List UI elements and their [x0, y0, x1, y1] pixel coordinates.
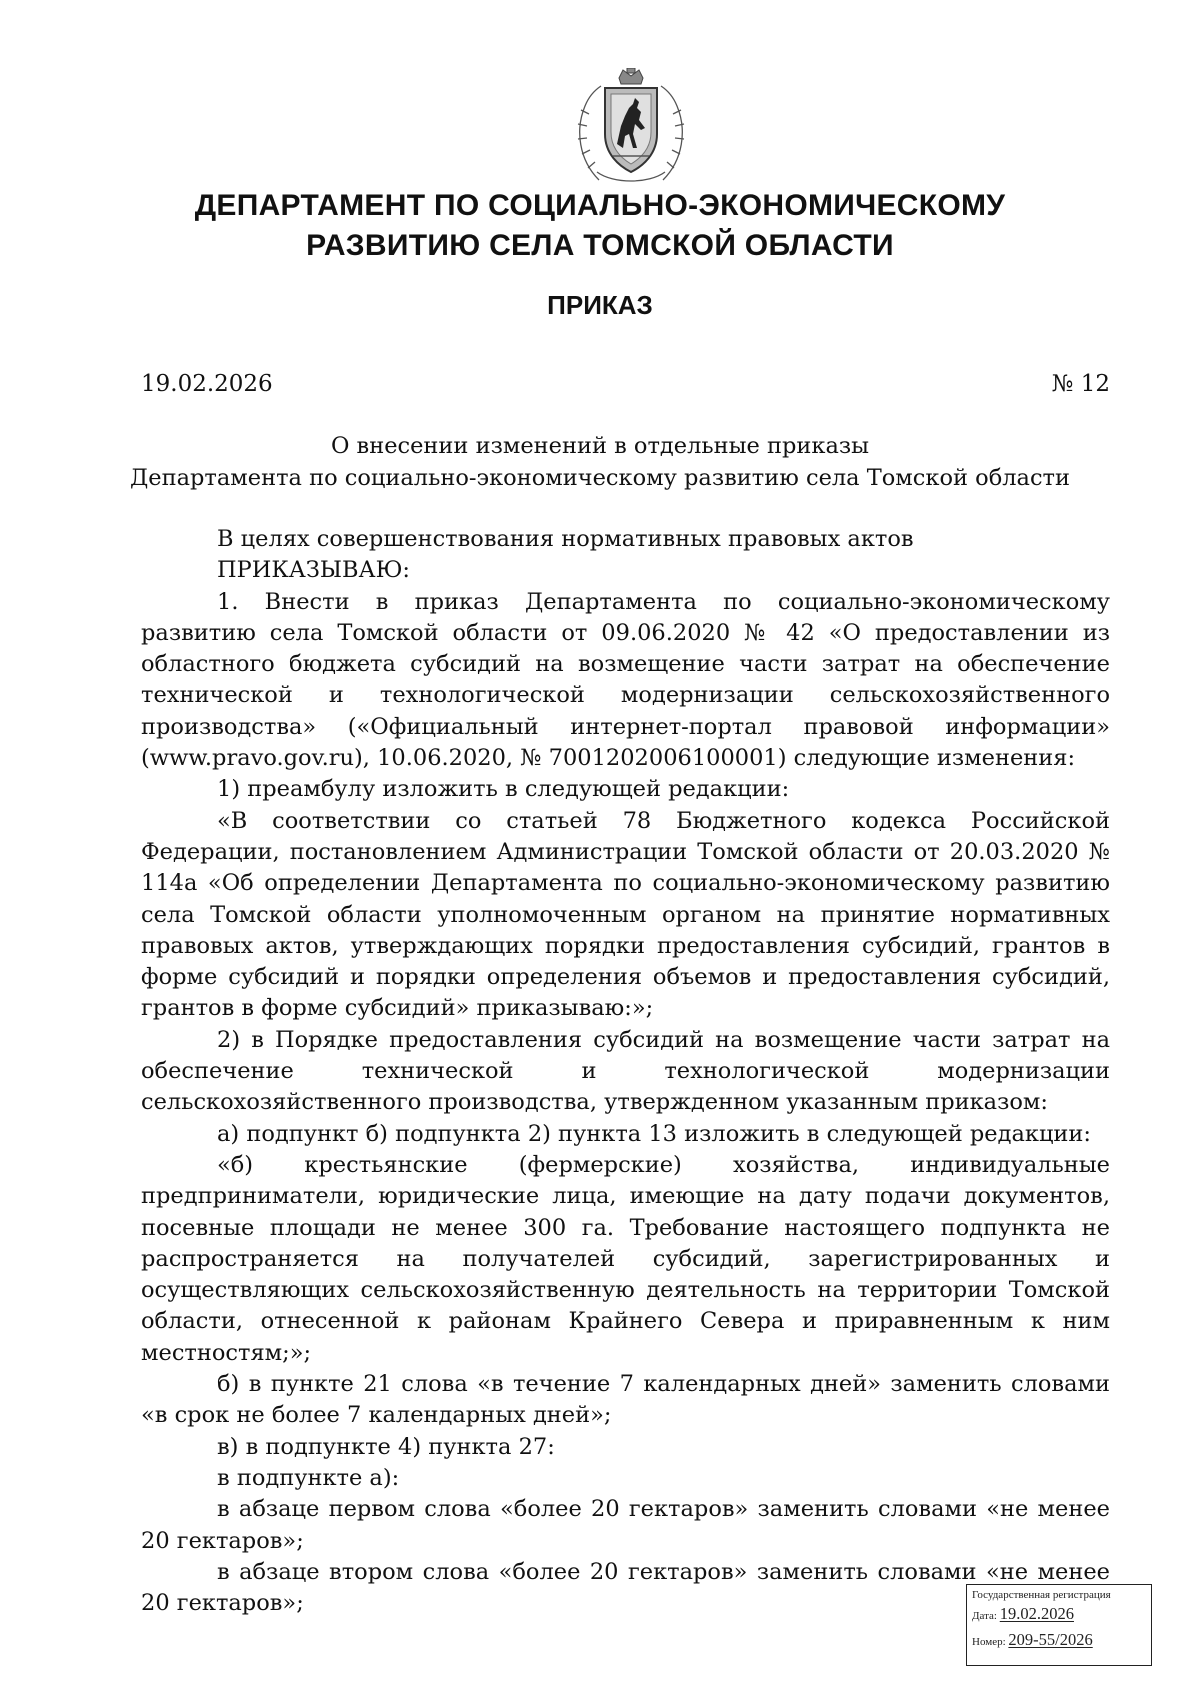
registration-date-label: Дата:	[972, 1610, 997, 1622]
order-date: 19.02.2026	[141, 371, 273, 397]
registration-date-row	[972, 1602, 1146, 1628]
order-title	[100, 430, 1100, 494]
body-paragraph: б) в пункте 21 слова «в течение 7 календарных дней» заменить словами «в срок не более 7 календарных дней»;	[141, 1371, 1110, 1429]
coat-of-arms-emblem	[569, 68, 693, 186]
department-name-line1: ДЕПАРТАМЕНТ ПО СОЦИАЛЬНО-ЭКОНОМИЧЕСКОМУ	[194, 189, 1006, 222]
body-paragraph: в подпункте а):	[217, 1464, 400, 1491]
body-paragraph: а) подпункт б) подпункта 2) пункта 13 изложить в следующей редакции:	[217, 1120, 1091, 1147]
order-number: № 12	[1051, 371, 1110, 397]
registration-date-value: 19.02.2026	[999, 1604, 1074, 1623]
department-name-line2: РАЗВИТИЮ СЕЛА ТОМСКОЙ ОБЛАСТИ	[306, 229, 894, 262]
order-body	[141, 524, 1110, 1619]
body-paragraph: ПРИКАЗЫВАЮ:	[217, 557, 410, 584]
body-paragraph: в абзаце первом слова «более 20 гектаров» заменить словами «не менее 20 гектаров»;	[141, 1496, 1110, 1554]
registration-number-label: Номер:	[972, 1636, 1006, 1648]
order-title-line2: Департамента по социально-экономическому развитию села Томской области	[129, 465, 1071, 491]
body-paragraph: в) в подпункте 4) пункта 27:	[217, 1433, 555, 1460]
body-paragraph: в абзаце втором слова «более 20 гектаров» заменить словами «не менее 20 гектаров»;	[141, 1558, 1110, 1617]
department-name	[100, 186, 1100, 266]
body-paragraph: 1. Внести в приказ Департамента по социально-экономическому развитию села Томской области от 09.06.2020 № 42 «О предоставлении из областного бюджета субсидий на возмещение части затрат на обеспечение технической и технологической модернизации сельскохозяйственного производства» («Официальный интернет-портал правовой информации» (www.pravo.gov.ru), 10.06.2020, № 7001202006100001) следующие изменения:	[141, 588, 1110, 772]
order-title-line1: О внесении изменений в отдельные приказы	[330, 433, 870, 459]
body-paragraph: 2) в Порядке предоставления субсидий на возмещение части затрат на обеспечение технической и технологической модернизации сельскохозяйственного производства, утвержденном указанным приказом:	[141, 1026, 1110, 1116]
body-paragraph: «В соответствии со статьей 78 Бюджетного кодекса Российской Федерации, постановлением Администрации Томской области от 20.03.2020 № 114а «Об определении Департамента по социально-экономическому развитию села Томской области уполномоченным органом на принятие нормативных правовых актов, утверждающих порядки предоставления субсидий, грантов в форме субсидий и порядки определения объемов и предоставления субсидий, грантов в форме субсидий» приказываю:»;	[141, 807, 1110, 1022]
registration-number-value: 209-55/2026	[1008, 1630, 1093, 1649]
registration-heading: Государственная регистрация	[972, 1589, 1111, 1601]
body-paragraph: В целях совершенствования нормативных правовых актов	[217, 526, 914, 552]
registration-number-row	[972, 1628, 1146, 1654]
document-type: ПРИКАЗ	[547, 290, 653, 320]
body-paragraph: 1) преамбулу изложить в следующей редакции:	[217, 776, 790, 803]
registration-stamp	[966, 1584, 1152, 1666]
body-paragraph: «б) крестьянские (фермерские) хозяйства, индивидуальные предприниматели, юридические лица, имеющие на дату подачи документов, посевные площади не менее 300 га. Требование настоящего подпункта не распространяется на получателей субсидий, зарегистрированных и осуществляющих сельскохозяйственную деятельность на территории Томской области, отнесенной к районам Крайнего Севера и приравненным к ним местностям;»;	[141, 1151, 1110, 1366]
